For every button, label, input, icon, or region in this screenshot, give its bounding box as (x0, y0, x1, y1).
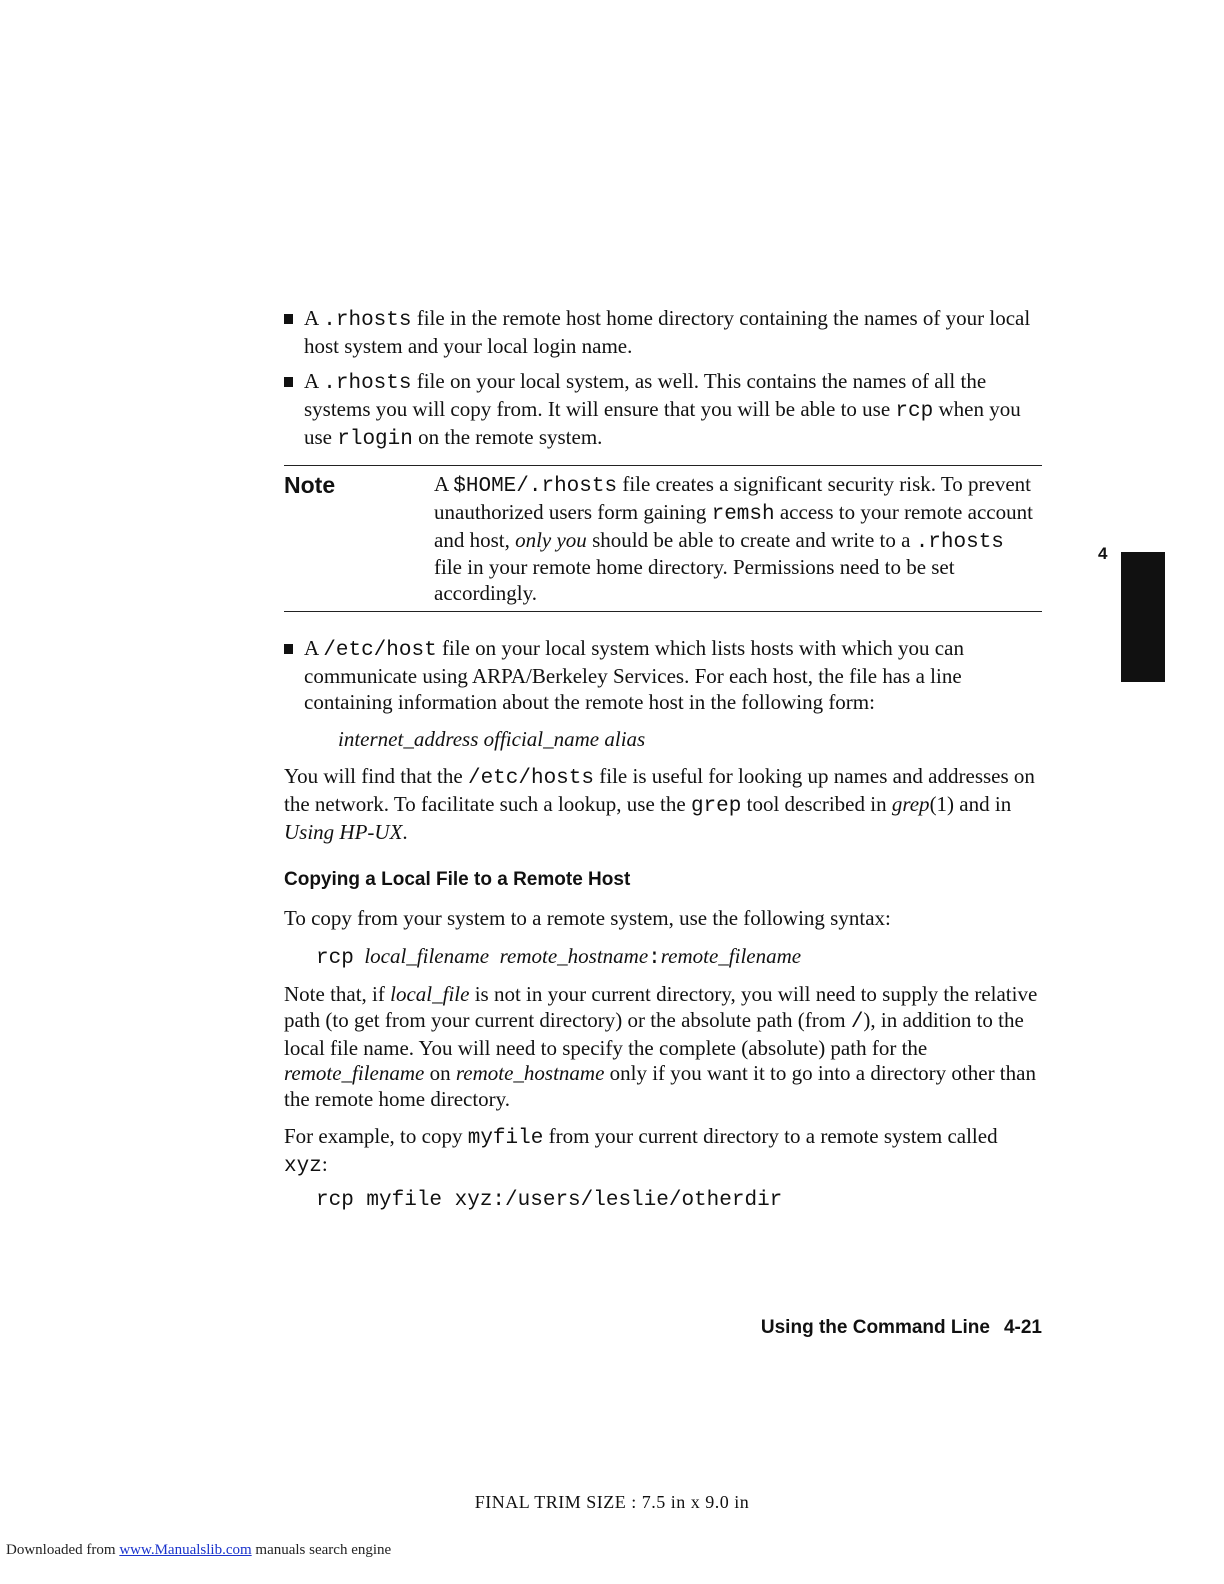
host-format-line: internet_address official_name alias (338, 727, 646, 751)
code-rcp: rcp (316, 947, 354, 970)
note-bottom-rule (284, 611, 1042, 612)
bullet-square-icon (284, 644, 293, 654)
book-title-using-hpux: Using HP-UX (284, 819, 403, 844)
footer-page-number: 4-21 (1003, 1317, 1042, 1338)
bullet-item-local-rhosts (284, 369, 1044, 452)
bullet-text: A .rhosts file on your local system, as well. This contains the names of all the systems you will copy from. It will ensure that you will be able to use rcp when you use rlogin on the remote system. (304, 369, 1021, 451)
term-remote-hostname: remote_hostname (455, 1061, 605, 1086)
code-home-rhosts: $HOME/.rhosts (453, 475, 618, 498)
code-rhosts: .rhosts (915, 530, 1004, 554)
code-root-slash: / (850, 1010, 864, 1034)
example-command: rcp myfile xyz:/users/leslie/otherdir (316, 1189, 783, 1212)
code-etc-host: /etc/host (323, 639, 437, 662)
note-label: Note (284, 472, 336, 498)
bullet-text: A /etc/host file on your local system which lists hosts with which you can communicate using ARPA/Berkeley Services. For each host, the file has a line containing information about the remote host in the following form: (304, 636, 964, 714)
emphasis-only-you: only you (515, 527, 587, 552)
note-top-rule (284, 465, 1042, 466)
section-heading: Copying a Local File to a Remote Host (284, 869, 631, 890)
note-body: A $HOME/.rhosts file creates a significant security risk. To prevent unauthorized users form gaining remsh access to your remote account and host, only you should be able to create and write to a .rhosts file in your remote home directory. Permissions need to be set accordingly. (434, 472, 1033, 606)
code-remsh: remsh (711, 502, 775, 526)
manualslib-link[interactable]: www.Manualslib.com (119, 1542, 252, 1558)
page-footer (761, 1317, 1042, 1339)
footer-section-title: Using the Command Line (760, 1317, 990, 1338)
syntax-line: rcp local_filename remote_hostname:remote_filename (316, 944, 802, 970)
path-paragraph: Note that, if local_file is not in your current directory, you will need to supply the relative path (to get from your current directory) or the absolute path (from /), in addition to the local file name. You will need to specify the complete (absolute) path for the remote_filename on remote_hostname only if you want it to go into a directory other than the remote home directory. (284, 982, 1038, 1112)
download-notice: Downloaded from www.Manualslib.com manuals search engine (6, 1542, 392, 1558)
bullet-text: A .rhosts file in the remote host home directory containing the names of your local host system and your local login name. (304, 306, 1031, 358)
code-rlogin: rlogin (337, 427, 413, 451)
arg-local-filename: local_filename (364, 944, 490, 968)
code-myfile: myfile (467, 1127, 544, 1150)
chapter-tab-marker (1121, 552, 1165, 682)
code-xyz: xyz (284, 1154, 322, 1178)
term-remote-filename: remote_filename (284, 1061, 425, 1086)
manpage-grep: grep (891, 791, 930, 816)
code-grep: grep (690, 794, 742, 818)
code-etc-hosts: /etc/hosts (467, 767, 594, 790)
code-rhosts: .rhosts (323, 309, 412, 332)
chapter-tab-number: 4 (1098, 544, 1108, 563)
arg-remote-filename: remote_filename (660, 944, 802, 968)
bullet-item-remote-rhosts (284, 306, 1044, 360)
code-rhosts: .rhosts (323, 372, 412, 395)
syntax-intro: To copy from your system to a remote system, use the following syntax: (284, 906, 891, 930)
trim-size-label: FINAL TRIM SIZE : 7.5 in x 9.0 in (474, 1492, 750, 1512)
term-local-file: local_file (390, 982, 470, 1006)
arg-remote-hostname: remote_hostname (499, 944, 649, 968)
hosts-paragraph: You will find that the /etc/hosts file is useful for looking up names and addresses on the network. To facilitate such a lookup, use the grep tool described in grep(1) and in Using HP-UX. (284, 764, 1035, 844)
example-paragraph: For example, to copy myfile from your current directory to a remote system called xyz: (284, 1124, 998, 1178)
code-rcp: rcp (895, 399, 934, 423)
bullet-item-etc-host (284, 636, 1044, 715)
bullet-square-icon (284, 377, 293, 387)
bullet-square-icon (284, 314, 293, 324)
